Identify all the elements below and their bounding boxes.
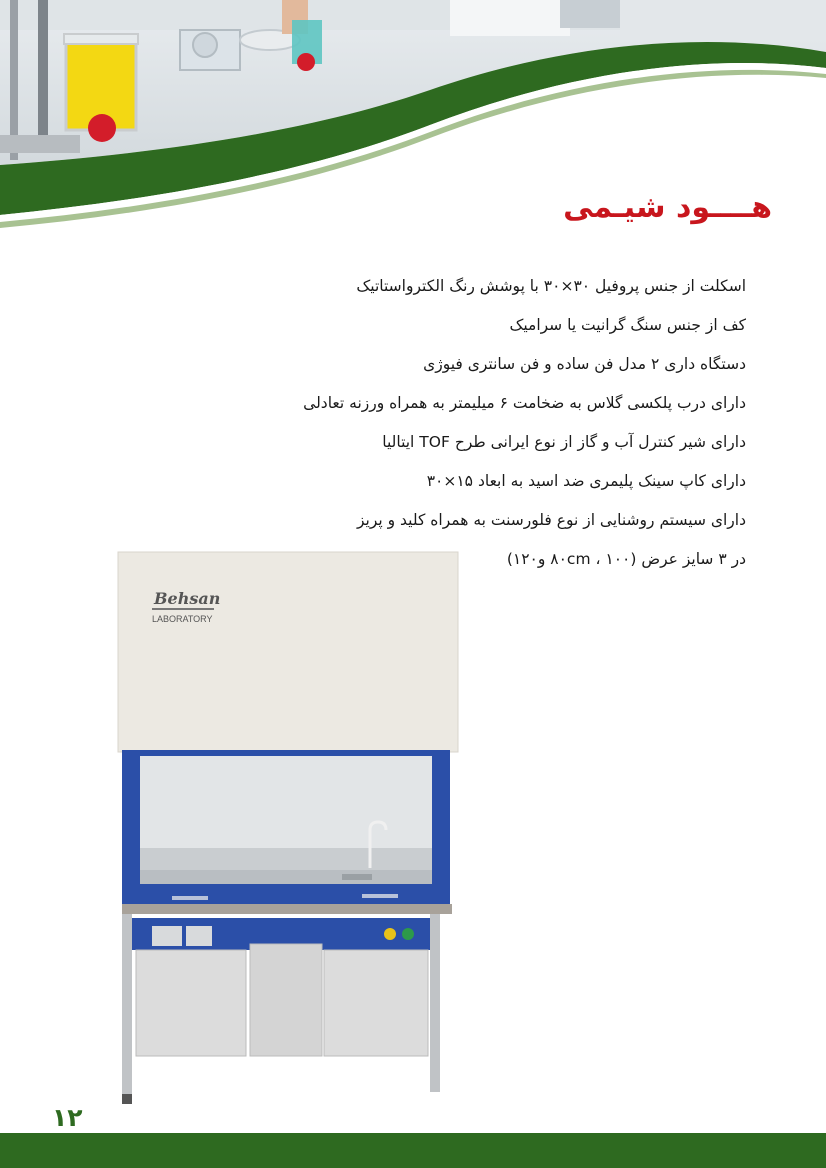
brand-subtitle: LABORATORY	[152, 614, 213, 624]
footer-bar	[0, 1133, 826, 1168]
feature-item: دارای کاپ سینک پلیمری ضد اسید به ابعاد ۱۵×۳۰	[426, 472, 746, 490]
feature-item: دارای درب پلکسی گلاس به ضخامت ۶ میلیمتر به همراه ورزنه تعادلی	[303, 394, 746, 412]
feature-item: کف از جنس سنگ گرانیت یا سرامیک	[509, 316, 746, 334]
feature-item: اسکلت از جنس پروفیل ۳۰×۳۰ با پوشش رنگ الکترواستاتیک	[356, 277, 746, 295]
feature-item: دستگاه داری ۲ مدل فن ساده و فن سانتری فیوژی	[423, 355, 746, 373]
feature-item: دارای سیستم روشنایی از نوع فلورسنت به همراه کلید و پریز	[356, 511, 746, 529]
fume-hood-product-image	[112, 548, 462, 1108]
feature-item: در ۳ سایز عرض (۸۰cm ، ۱۰۰ و۱۲۰)	[506, 550, 746, 568]
page-title: هــــود شیـمی	[563, 190, 772, 225]
brand-name: Behsan	[154, 589, 221, 608]
brand-logo	[152, 589, 220, 624]
page-number: ۱۲	[52, 1103, 83, 1132]
feature-list	[186, 275, 746, 587]
feature-item: دارای شیر کنترل آب و گاز از نوع ایرانی طرح TOF ایتالیا	[382, 433, 746, 451]
